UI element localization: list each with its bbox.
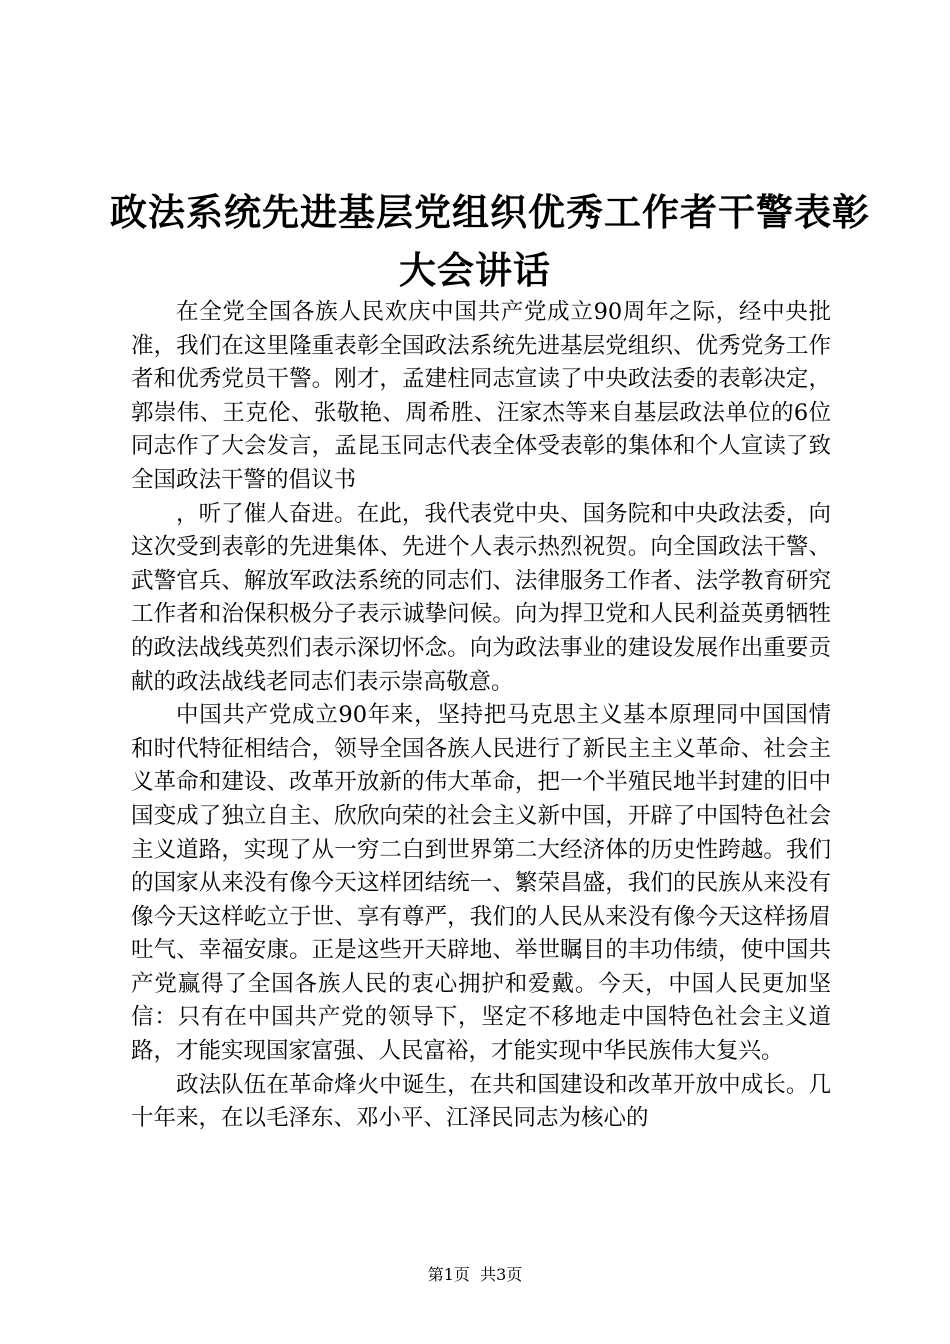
paragraph-1: 在全党全国各族人民欢庆中国共产党成立90周年之际，经中央批准，我们在这里隆重表彰全国政法系统先进基层党组织、优秀党务工作者和优秀党员干警。刚才，孟建柱同志宣读了中央政法委的表彰决定，郭崇伟、王克伦、张敬艳、周希胜、汪家杰等来自基层政法单位的6位同志作了大会发言，孟昆玉同志代表全体受表彰的集体和个人宣读了致全国政法干警的倡议书 — [131, 299, 831, 493]
document-title-line-1: 政法系统先进基层党组织优秀工作者干警表彰 — [110, 190, 870, 234]
paragraph-2: ，听了催人奋进。在此，我代表党中央、国务院和中央政法委，向这次受到表彰的先进集体、先进个人表示热烈祝贺。向全国政法干警、武警官兵、解放军政法系统的同志们、法律服务工作者、法学教育研究工作者和治保积极分子表示诚挚问候。向为捍卫党和人民利益英勇牺牲的政法战线英烈们表示深切怀念。向为政法事业的建设发展作出重要贡献的政法战线老同志们表示崇高敬意。 — [131, 500, 831, 695]
document-title-line-2: 大会讲话 — [399, 248, 551, 292]
document-body — [131, 296, 831, 1136]
paragraph-4: 政法队伍在革命烽火中诞生，在共和国建设和改革开放中成长。几十年来，在以毛泽东、邓小平、江泽民同志为核心的 — [131, 1071, 831, 1132]
page-number-footer: 第1页 共3页 — [427, 1265, 523, 1284]
paragraph-3: 中国共产党成立90年来，坚持把马克思主义基本原理同中国国情和时代特征相结合，领导全国各族人民进行了新民主主义革命、社会主义革命和建设、改革开放新的伟大革命，把一个半殖民地半封建的旧中国变成了独立自主、欣欣向荣的社会主义新中国，开辟了中国特色社会主义道路，实现了从一穷二白到世界第二大经济体的历史性跨越。我们的国家从来没有像今天这样团结统一、繁荣昌盛，我们的民族从来没有像今天这样屹立于世、享有尊严，我们的人民从来没有像今天这样扬眉吐气、幸福安康。正是这些开天辟地、举世瞩目的丰功伟绩，使中国共产党赢得了全国各族人民的衷心拥护和爱戴。今天，中国人民更加坚信：只有在中国共产党的领导下，坚定不移地走中国特色社会主义道路，才能实现国家富强、人民富裕，才能实现中华民族伟大复兴。 — [131, 702, 831, 1065]
